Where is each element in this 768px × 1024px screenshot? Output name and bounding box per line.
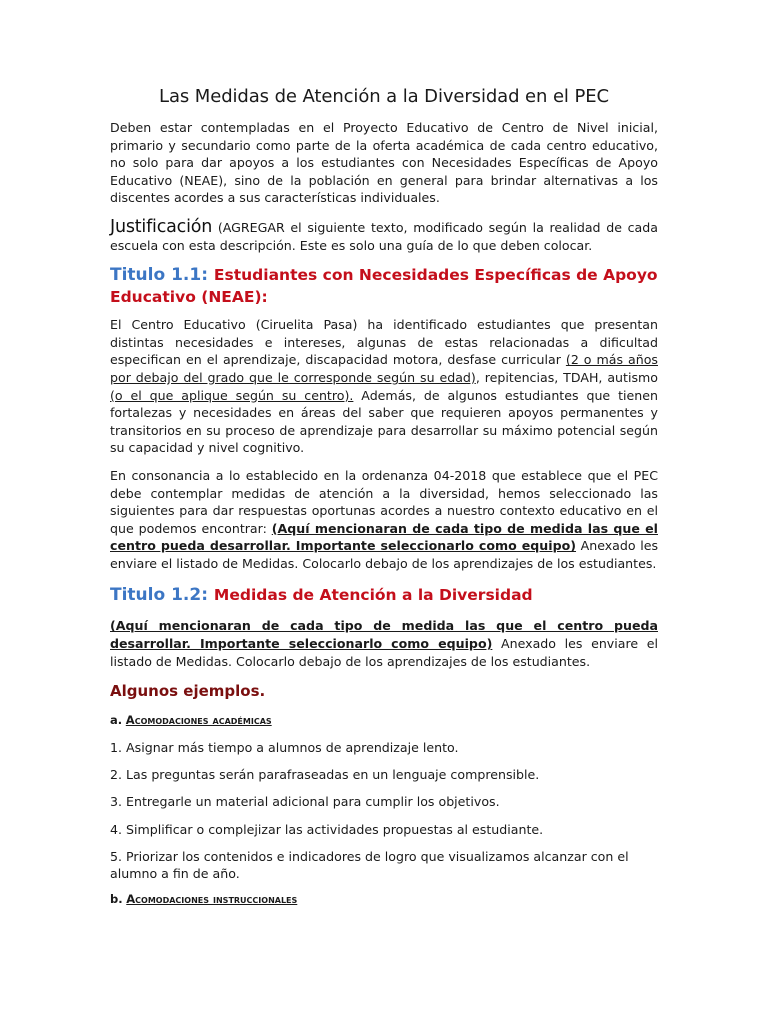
neae-text-a: El Centro Educativo (Ciruelita Pasa) ha identificado estudiantes que presentan distintas necesidades e intereses, algunas de estas relacionadas a dificultad especifican en el aprendizaje, discapacidad motora, desfase curricular xyxy=(110,317,658,368)
titulo-1-1-text: Estudiantes con Necesidades Específicas de Apoyo Educativo (NEAE): xyxy=(110,266,658,307)
section-b-label: Acomodaciones instruccionales xyxy=(126,892,298,907)
neae-text-c: Además, de algunos estudiantes que tienen fortalezas y necesidades en áreas del saber que requieren apoyos permanentes y transitorios en su proceso de aprendizaje para desarrollar su máximo potencial según su capacidad y nivel cognitivo. xyxy=(110,387,658,456)
medidas-instruction: (Aquí mencionaran de cada tipo de medida las que el centro pueda desarrollar. Importante seleccionarlo como equipo) xyxy=(110,618,658,652)
neae-note-2: (o el que aplique según su centro). xyxy=(110,387,354,403)
consonancia-text-a: En consonancia a lo establecido en la ordenanza 04-2018 que establece que el PEC debe contemplar medidas de atención a la diversidad, hemos seleccionado las siguientes para dar respuestas oportunas acordes a nuestro contexto educativo en el que podemos encontrar: xyxy=(110,467,658,536)
document-title: Las Medidas de Atención a la Diversidad en el PEC xyxy=(159,86,609,107)
consonancia-instruction: (Aquí mencionaran de cada tipo de medida las que el centro pueda desarrollar. Importante seleccionarlo como equipo) xyxy=(110,520,658,554)
titulo-1-2-heading xyxy=(110,584,658,606)
titulo-1-1-heading xyxy=(110,264,658,308)
titulo-1-1-number: Titulo 1.1: xyxy=(110,265,208,286)
section-a-letter: a. xyxy=(110,713,123,728)
section-a-label: Acomodaciones académicas xyxy=(125,713,272,728)
justificacion-heading: Justificación xyxy=(110,216,213,237)
section-b-letter: b. xyxy=(110,892,123,907)
intro-paragraph: Deben estar contempladas en el Proyecto Educativo de Centro de Nivel inicial, primario y secundario como parte de la oferta académica de cada centro educativo, no solo para dar apoyos a los estudiantes con Necesidades Específicas de Apoyo Educativo (NEAE), sino de la población en general para brindar alternativas a los discentes acordes a sus características individuales. xyxy=(110,120,658,206)
list-item: 4. Simplificar o complejizar las actividades propuestas al estudiante. xyxy=(110,821,544,837)
list-item: 5. Priorizar los contenidos e indicadores de logro que visualizamos alcanzar con el alumno a fin de año. xyxy=(110,848,629,882)
justificacion-paragraph xyxy=(110,216,658,254)
consonancia-paragraph xyxy=(110,467,658,573)
consonancia-text-c: Anexado les enviare el listado de Medidas. Colocarlo debajo de los aprendizajes de los estudiantes. xyxy=(110,538,658,571)
titulo-1-2-text: Medidas de Atención a la Diversidad xyxy=(213,586,533,605)
medidas-paragraph xyxy=(110,617,658,670)
section-a-heading xyxy=(110,713,658,727)
neae-paragraph xyxy=(110,316,658,457)
acomodaciones-list xyxy=(110,739,658,883)
ejemplos-heading: Algunos ejemplos. xyxy=(110,682,266,701)
justificacion-text: (AGREGAR el siguiente texto, modificado según la realidad de cada escuela con esta descripción. Este es solo una guía de lo que deben colocar. xyxy=(110,219,658,253)
titulo-1-2-number: Titulo 1.2: xyxy=(110,585,208,606)
list-item: 1. Asignar más tiempo a alumnos de aprendizaje lento. xyxy=(110,740,459,756)
section-b-heading xyxy=(110,892,658,906)
neae-text-b: , repitencias, TDAH, autismo xyxy=(475,369,658,385)
list-item: 2. Las preguntas serán parafraseadas en un lenguaje comprensible. xyxy=(110,767,540,783)
medidas-text-c: Anexado les enviare el listado de Medidas. Colocarlo debajo de los aprendizajes de los estudiantes. xyxy=(110,636,658,669)
list-item: 3. Entregarle un material adicional para cumplir los objetivos. xyxy=(110,794,500,810)
neae-note-1: (2 o más años por debajo del grado que le corresponde según su edad) xyxy=(110,352,658,385)
